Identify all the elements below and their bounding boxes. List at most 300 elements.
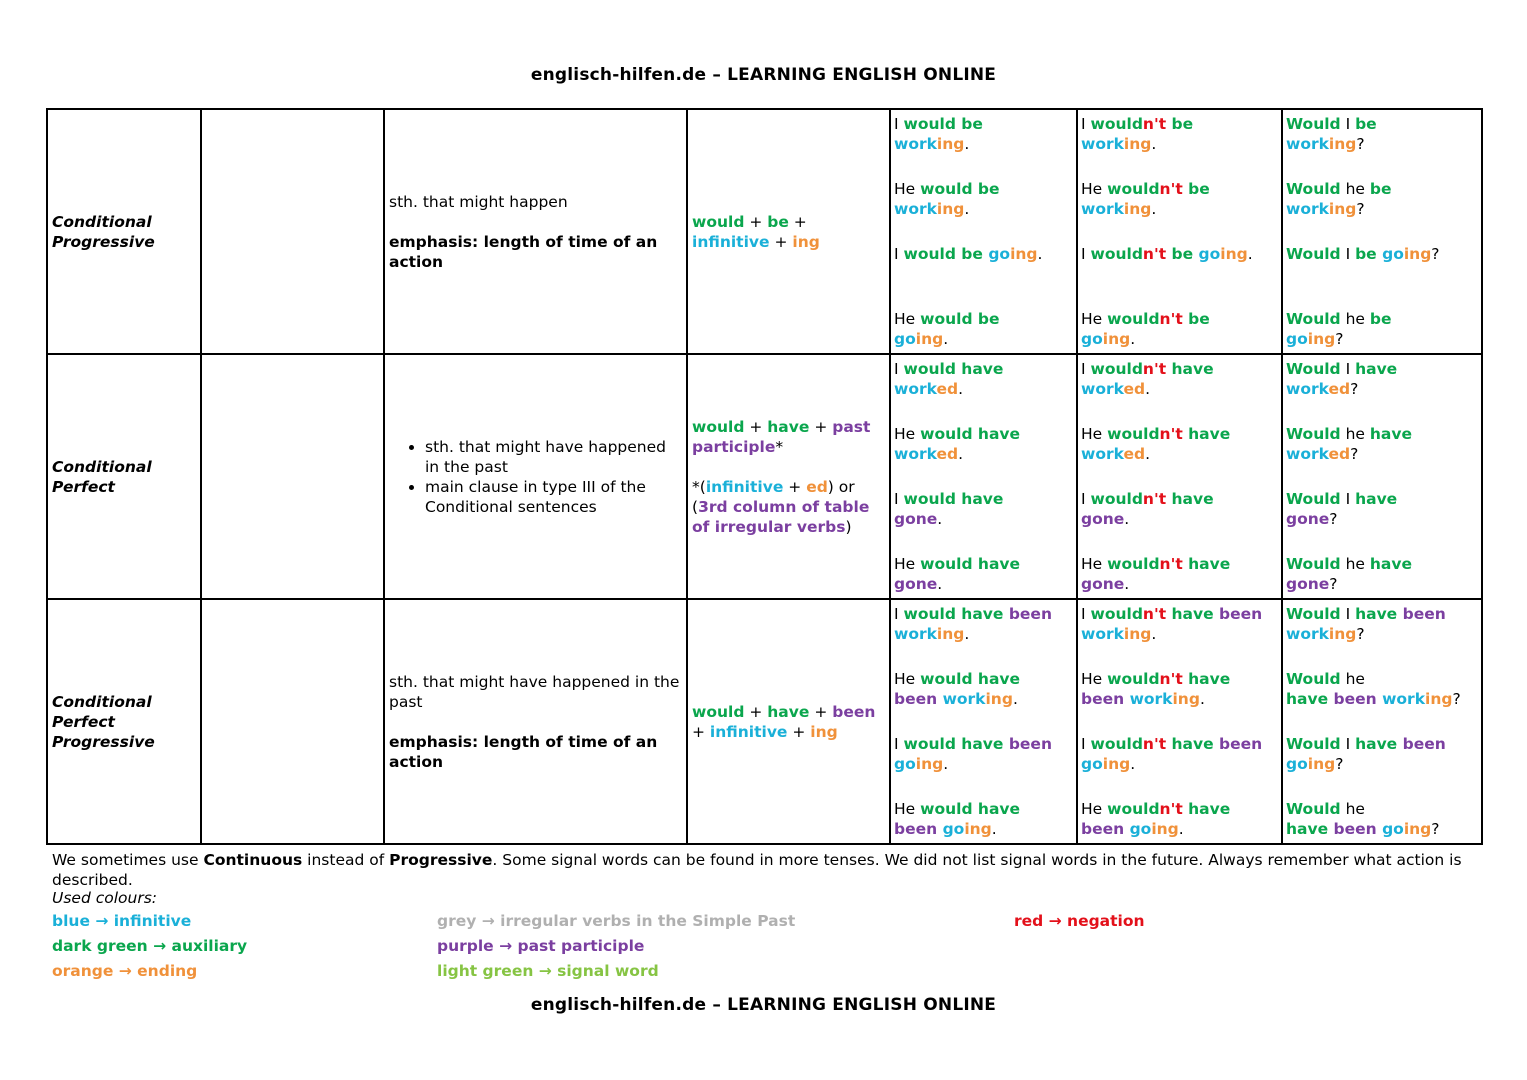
text-segment: . [1130,330,1136,348]
example-sentence [1286,179,1478,219]
text-segment: Would [1286,670,1341,688]
text-segment: I [894,735,904,753]
text-segment: He [1081,425,1108,443]
text-segment: ed [936,380,959,398]
example-sentence [1081,244,1278,284]
text-segment: he [1340,670,1365,688]
text-segment: ing [1220,245,1248,263]
text-segment: ing [936,200,965,218]
text-segment: ing [936,625,965,643]
example-sentence [894,489,1073,529]
text-segment: work [1081,380,1124,398]
legend-light-green: light green → signal word [437,962,659,980]
text-segment: I [1081,360,1091,378]
text-segment: ing [915,755,944,773]
text-segment: would [1090,115,1143,133]
tense-name: Conditional Perfect [52,457,152,496]
example-sentence [1286,244,1478,284]
tense-name: Conditional Perfect Progressive [52,692,155,751]
text-segment: work [1286,625,1329,643]
text-segment: n't [1142,115,1167,133]
text-segment: go [1382,245,1404,263]
text-segment: He [894,670,921,688]
text-segment: He [1081,800,1108,818]
text-segment: n't [1142,605,1167,623]
text-segment: would [1107,310,1160,328]
text-segment: have [1182,425,1231,443]
text-segment: Continuous [203,851,303,869]
text-segment: ing [1010,245,1038,263]
example-sentence [1081,669,1278,709]
text-segment: I [894,605,904,623]
text-segment: work [1286,135,1329,153]
text-segment: gone [1286,575,1330,593]
text-segment: ing [1123,200,1152,218]
text-segment: + [744,212,768,231]
text-segment: *( [692,477,706,496]
text-segment: go [1286,330,1308,348]
example-sentence [894,554,1073,594]
text-segment: + [783,477,807,496]
negative-cell [1077,109,1282,354]
example-sentence [894,309,1073,349]
text-segment: Would [1286,425,1341,443]
text-segment: have [1369,555,1412,573]
text-segment: been [894,820,943,838]
example-sentence [1286,489,1478,529]
text-segment: ? [1356,625,1365,643]
text-segment: been [1402,735,1446,753]
legend-purple: purple → past participle [437,937,645,955]
text-segment: have [1166,490,1214,508]
use-emphasis: emphasis: length of time of an action [389,732,658,771]
text-segment: ? [1329,575,1338,593]
text-segment: would [1090,490,1143,508]
text-segment: work [1081,200,1124,218]
text-segment: n't [1142,490,1167,508]
example-sentence [894,244,1073,284]
text-segment: work [894,135,937,153]
text-segment: ing [1425,690,1453,708]
use-bullet-list [389,437,682,517]
text-segment: 3rd column of table [698,497,870,516]
text-segment: been [832,702,876,721]
text-segment: ing [810,722,838,741]
text-segment: He [1081,670,1108,688]
text-segment: n't [1159,310,1183,328]
text-segment: go [1382,820,1404,838]
text-segment: Would [1286,360,1341,378]
question-cell [1282,109,1482,354]
signal-words-cell [201,354,384,599]
text-segment: . [943,330,949,348]
text-segment: been [1008,605,1052,623]
text-segment: ) [845,517,852,536]
formula-cell [687,354,890,599]
example-sentence [1081,114,1278,154]
text-segment: ing [915,330,944,348]
text-segment: ing [1151,820,1179,838]
text-segment: would [1107,800,1160,818]
text-segment: + [744,417,768,436]
text-segment: ed [806,477,828,496]
text-segment: * [775,437,784,456]
text-segment: He [894,180,921,198]
example-sentence [1286,669,1478,709]
text-segment: ? [1335,755,1344,773]
text-segment: . [964,625,970,643]
text-segment: . [1178,820,1184,838]
text-segment: have [767,702,810,721]
usage-note [52,850,1482,890]
legend-red: red → negation [1014,912,1145,930]
text-segment: He [1081,310,1108,328]
text-segment: n't [1159,800,1183,818]
text-segment: work [942,690,986,708]
text-segment: ? [1350,380,1359,398]
text-segment: I [1081,735,1091,753]
text-segment: would have [920,670,1021,688]
tense-name: Conditional Progressive [52,212,155,251]
tense-name-cell [47,354,201,599]
text-segment: I [1340,605,1356,623]
text-segment: would have [920,555,1021,573]
text-segment: have [1286,690,1334,708]
text-segment: would [1090,605,1143,623]
text-segment: ed [936,445,959,463]
text-segment: have [1355,490,1398,508]
text-segment: work [1286,445,1329,463]
example-sentence [894,604,1073,644]
text-segment: would be [903,245,989,263]
text-segment: have [1182,800,1231,818]
text-segment: I [894,490,904,508]
text-segment: work [1081,445,1124,463]
text-segment: I [894,360,904,378]
text-segment: have [767,417,810,436]
example-sentence [1286,114,1478,154]
text-segment: Would [1286,180,1341,198]
text-segment: ? [1350,445,1359,463]
text-segment: . [1151,135,1157,153]
used-colours-label: Used colours: [52,889,158,907]
text-segment: been [1333,820,1383,838]
text-segment: be [1182,310,1210,328]
text-segment: I [1340,115,1356,133]
use-line: sth. that might happen [389,192,568,211]
table-row [47,354,1482,599]
text-segment: I [1081,245,1091,263]
text-segment: would [1107,425,1160,443]
text-segment: ing [792,232,820,251]
text-segment: I [1081,490,1091,508]
text-segment: have [1166,735,1220,753]
text-segment: n't [1142,360,1167,378]
text-segment: He [894,425,921,443]
text-segment: would have [903,490,1004,508]
text-segment: . Some signal words can be found in more tenses. We did not list signal words in the future. Always remember what action is described. [52,851,1462,889]
text-segment: would have [903,735,1009,753]
text-segment: I [894,115,904,133]
legend-grey: grey → irregular verbs in the Simple Past [437,912,796,930]
text-segment: be [1166,115,1194,133]
text-segment: Would [1286,605,1341,623]
text-segment: participle [692,437,776,456]
text-segment: I [1340,490,1356,508]
example-sentence [894,669,1073,709]
example-sentence [1286,309,1478,349]
text-segment: ? [1356,200,1365,218]
text-segment: go [894,755,916,773]
tense-name-cell [47,599,201,844]
text-segment: He [894,310,921,328]
text-segment: ing [1123,135,1152,153]
text-segment: + [787,722,811,741]
text-segment: been [1219,735,1263,753]
text-segment: have [1182,670,1231,688]
text-segment: go [1129,820,1152,838]
example-sentence [1081,554,1278,594]
text-segment: he [1340,180,1370,198]
text-segment: ing [936,135,965,153]
text-segment: ing [1403,820,1432,838]
text-segment: would [1107,180,1160,198]
text-segment: ? [1431,245,1440,263]
text-segment: ing [1307,330,1336,348]
text-segment: n't [1142,735,1167,753]
text-segment: . [1037,245,1043,263]
text-segment: . [991,820,997,838]
text-segment: work [894,625,937,643]
text-segment: + [769,232,793,251]
text-segment: go [894,330,916,348]
text-segment: . [1151,200,1157,218]
text-segment: + [788,212,807,231]
text-segment: would be [920,310,1000,328]
example-sentence [1081,359,1278,399]
text-segment: have [1355,605,1403,623]
text-segment: work [1382,690,1425,708]
text-segment: . [1012,690,1018,708]
table-row [47,109,1482,354]
text-segment: work [1286,200,1329,218]
text-segment: ing [1307,755,1336,773]
text-segment: would have [920,800,1021,818]
text-segment: . [964,135,970,153]
text-segment: be [1166,245,1199,263]
use-cell [384,109,687,354]
example-sentence [1286,554,1478,594]
text-segment: would be [903,115,983,133]
text-segment: ing [985,690,1013,708]
text-segment: . [1145,445,1151,463]
use-emphasis: emphasis: length of time of an action [389,232,658,271]
question-cell [1282,354,1482,599]
text-segment: n't [1159,180,1183,198]
text-segment: have [1166,360,1214,378]
text-segment: ing [1123,625,1152,643]
text-segment: + [809,417,833,436]
text-segment: ed [1123,445,1146,463]
text-segment: ed [1328,380,1351,398]
text-segment: n't [1142,245,1167,263]
text-segment: instead of [302,851,390,869]
text-segment: . [958,445,964,463]
text-segment: ) or [827,477,855,496]
text-segment: gone [1286,510,1330,528]
text-segment: gone [894,575,938,593]
text-segment: I [1081,605,1091,623]
text-segment: I [1340,735,1356,753]
affirmative-cell [890,599,1077,844]
tense-name-cell [47,109,201,354]
text-segment: would [692,702,745,721]
example-sentence [1286,424,1478,464]
example-sentence [1081,799,1278,839]
text-segment: would [1090,360,1143,378]
text-segment: been [1081,820,1130,838]
example-sentence [1081,604,1278,644]
text-segment: gone [1081,575,1125,593]
text-segment: go [1198,245,1221,263]
text-segment: work [1081,625,1124,643]
text-segment: would [692,212,745,231]
text-segment: + [692,722,710,741]
text-segment: . [937,510,943,528]
text-segment: he [1340,425,1370,443]
text-segment: infinitive [705,477,784,496]
text-segment: Would [1286,310,1341,328]
text-segment: be [1355,245,1383,263]
example-sentence [1286,604,1478,644]
negative-cell [1077,354,1282,599]
example-sentence [894,114,1073,154]
text-segment: ? [1329,510,1338,528]
text-segment: . [1124,510,1130,528]
formula-cell [687,109,890,354]
example-sentence [1081,179,1278,219]
example-sentence [894,734,1073,774]
text-segment: I [894,245,904,263]
example-sentence [1081,734,1278,774]
text-segment: have [1286,820,1334,838]
text-segment: Would [1286,555,1341,573]
formula-cell [687,599,890,844]
example-sentence [1286,799,1478,839]
text-segment: been [1402,605,1446,623]
text-segment: go [1286,755,1308,773]
question-cell [1282,599,1482,844]
text-segment: ? [1452,690,1461,708]
text-segment: + [809,702,833,721]
text-segment: would [1107,670,1160,688]
text-segment: would have [920,425,1021,443]
text-segment: I [1081,115,1091,133]
text-segment: We sometimes use [52,851,204,869]
text-segment: have [1355,360,1398,378]
text-segment: . [1130,755,1136,773]
text-segment: . [1247,245,1253,263]
use-bullet: • main clause in type III of the Conditional sentences [425,477,682,517]
text-segment: would [1090,735,1143,753]
negative-cell [1077,599,1282,844]
text-segment: would have [903,605,1009,623]
text-segment: be [1355,115,1377,133]
text-segment: be [767,212,789,231]
text-segment: n't [1159,425,1183,443]
text-segment: n't [1159,670,1183,688]
text-segment: . [964,200,970,218]
text-segment: ( [692,497,699,516]
footer-title: englisch-hilfen.de – LEARNING ENGLISH ONLINE [530,995,997,1015]
text-segment: He [894,800,921,818]
text-segment: gone [894,510,938,528]
text-segment: been [1081,690,1130,708]
text-segment: Would [1286,115,1341,133]
text-segment: He [894,555,921,573]
text-segment: would have [903,360,1004,378]
text-segment: ? [1431,820,1440,838]
text-segment: work [1286,380,1329,398]
use-cell [384,354,687,599]
text-segment: work [894,445,937,463]
use-bullet: • sth. that might have happened in the past [425,437,682,477]
text-segment: ing [964,820,992,838]
example-sentence [894,424,1073,464]
example-sentence [1286,734,1478,774]
example-sentence [1286,359,1478,399]
text-segment: would [1090,245,1143,263]
text-segment: ing [1102,330,1131,348]
text-segment: He [1081,555,1108,573]
text-segment: be [1369,180,1392,198]
text-segment: He [1081,180,1108,198]
text-segment: have [1355,735,1403,753]
text-segment: ? [1335,330,1344,348]
text-segment: . [1124,575,1130,593]
text-segment: . [958,380,964,398]
text-segment: ed [1328,445,1351,463]
text-segment: I [1340,245,1356,263]
text-segment: be [1369,310,1392,328]
use-line: sth. that might have happened in the past [389,672,680,711]
text-segment: he [1340,555,1370,573]
text-segment: have [1166,605,1220,623]
affirmative-cell [890,354,1077,599]
example-sentence [1081,424,1278,464]
example-sentence [894,799,1073,839]
use-cell [384,599,687,844]
text-segment: Would [1286,245,1341,263]
text-segment: he [1340,310,1370,328]
text-segment: gone [1081,510,1125,528]
text-segment: been [894,690,943,708]
text-segment: he [1340,800,1365,818]
text-segment: + [744,702,768,721]
text-segment: work [1129,690,1173,708]
affirmative-cell [890,109,1077,354]
text-segment: been [1008,735,1052,753]
text-segment: . [943,755,949,773]
text-segment: go [988,245,1011,263]
text-segment: go [1081,330,1103,348]
page-title: englisch-hilfen.de – LEARNING ENGLISH ONLINE [530,65,997,85]
example-sentence [1081,309,1278,349]
text-segment: ing [1403,245,1432,263]
text-segment: work [894,380,937,398]
text-segment: Would [1286,800,1341,818]
text-segment: . [937,575,943,593]
